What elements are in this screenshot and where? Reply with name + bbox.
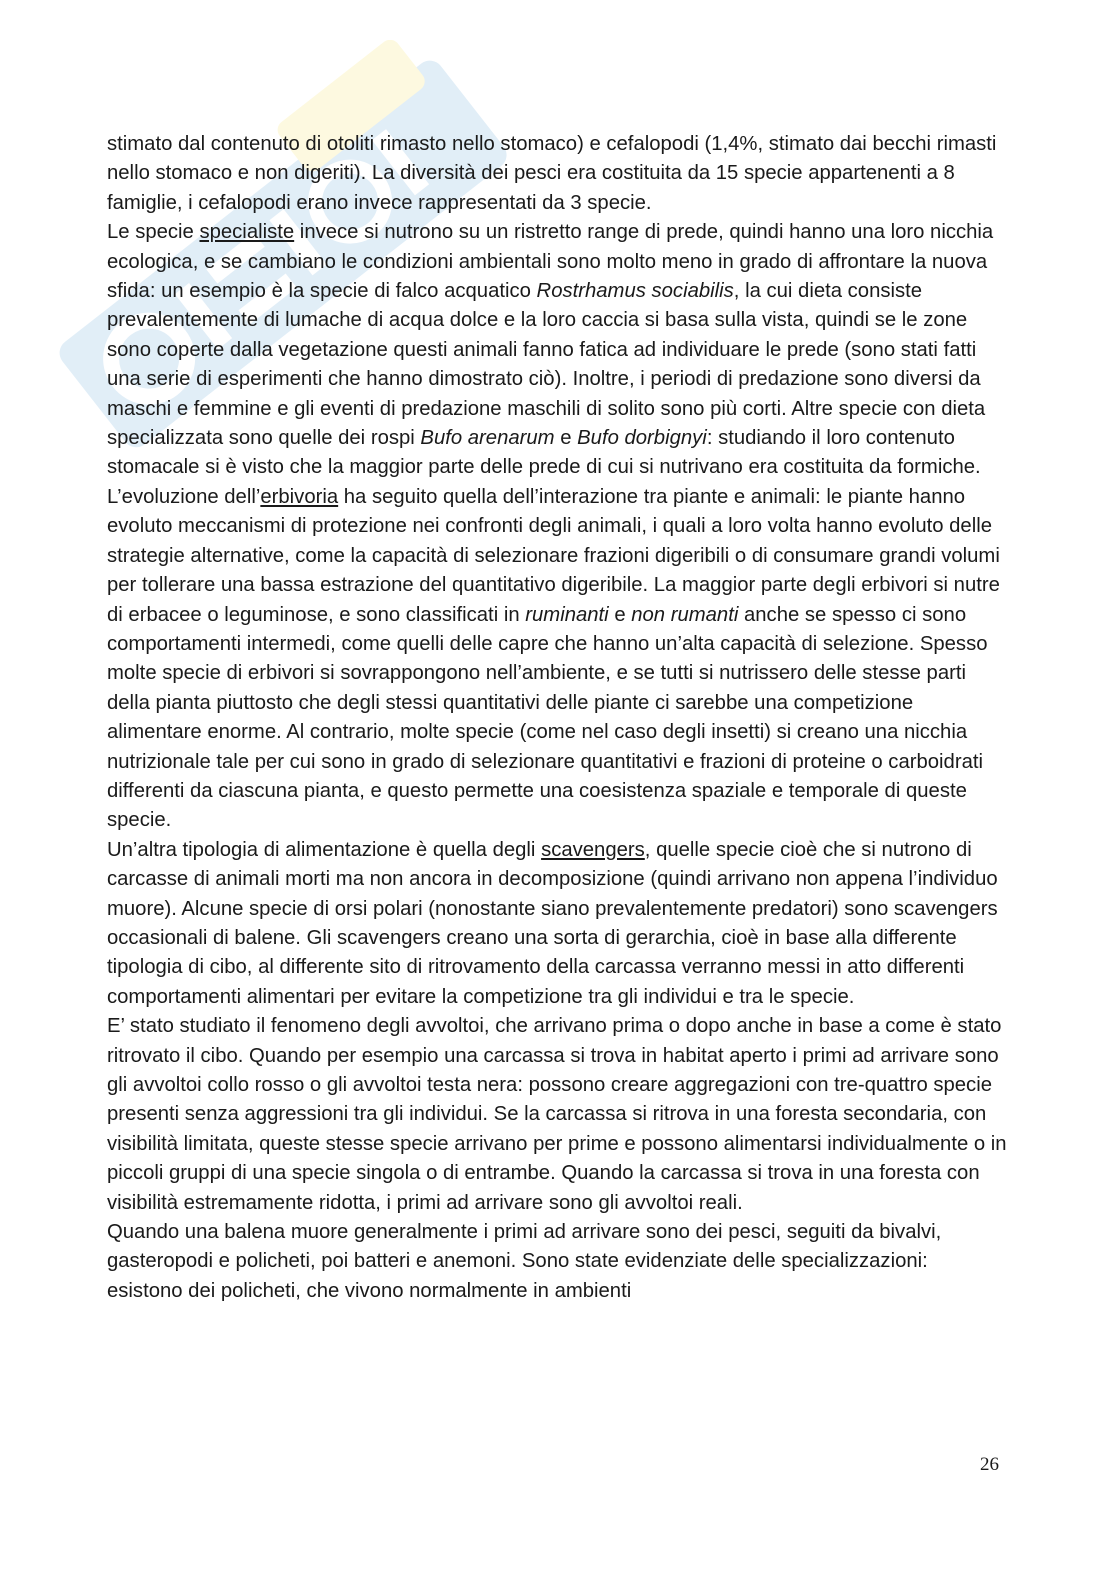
italic-term: ruminanti: [525, 603, 609, 626]
text-run: anche se spesso ci sono comportamenti intermedi, come quelli delle capre che hanno un’alta capacità di selezione. Spesso molte specie di erbivori si sovrappongono nell’ambiente, e se tutti si nutrissero delle stesse parti della pianta piuttosto che degli stessi quantitativi delle piante ci sarebbe una competizione alimentare enorme. Al contrario, molte specie (come nel caso degli insetti) si creano una nicchia nutrizionale tale per cui sono in grado di selezionare quantitativi e frazioni di proteine o carboidrati differenti da ciascuna pianta, e questo permette una coesistenza spaziale e temporale di queste specie.: [107, 603, 988, 832]
text-run: Le specie: [107, 221, 200, 244]
underlined-term: erbivoria: [260, 485, 339, 508]
paragraph-p4: [107, 836, 1007, 1012]
paragraph-p1: [107, 130, 1007, 218]
text-run: L’evoluzione dell’: [107, 485, 261, 508]
text-run: E’ stato studiato il fenomeno degli avvoltoi, che arrivano prima o dopo anche in base a come è stato ritrovato il cibo. Quando per esempio una carcassa si trova in habitat aperto i primi ad arrivare sono gli avvoltoi collo rosso o gli avvoltoi testa nera: possono creare aggregazioni con tre-quattro specie presenti senza aggressioni tra gli individui. Se la carcassa si ritrova in una foresta secondaria, con visibilità limitata, queste stesse specie arrivano per prime e possono alimentarsi individualmente o in piccoli gruppi di una specie singola o di entrambe. Quando la carcassa si trova in una foresta con visibilità estremamente ridotta, i primi ad arrivare sono gli avvoltoi reali.: [107, 1015, 1007, 1214]
page-number: 26: [980, 1454, 999, 1475]
paragraph-p5: [107, 1012, 1007, 1218]
text-run: e: [608, 603, 632, 626]
italic-term: Rostrhamus sociabilis: [536, 280, 734, 303]
document-body: [107, 130, 1007, 1306]
text-run: ha seguito quella dell’interazione tra piante e animali: le piante hanno evoluto meccanismi di protezione nei confronti degli animali, i quali a loro volta hanno evoluto delle strategie alternative, come la capacità di selezionare frazioni digeribili o di consumare grandi volumi per tollerare una bassa estrazione del quantitativo digeribile. La maggior parte degli erbivori si nutre di erbacee o leguminose, e sono classificati in: [107, 485, 1000, 626]
italic-term: Bufo arenarum: [420, 427, 555, 450]
underlined-term: specialiste: [199, 221, 295, 244]
text-run: : studiando il loro contenuto stomacale si è visto che la maggior parte delle prede di cui si nutrivano era costituita da formiche.: [107, 427, 981, 479]
text-run: , quelle specie cioè che si nutrono di carcasse di animali morti ma non ancora in decomposizione (quindi arrivano non appena l’individuo muore). Alcune specie di orsi polari (nonostante siano prevalentemente predatori) sono scavengers occasionali di balene. Gli scavengers creano una sorta di gerarchia, cioè in base alla differente tipologia di cibo, al differente sito di ritrovamento della carcassa verranno messi in atto differenti comportamenti alimentari per evitare la competizione tra gli individui e tra le specie.: [107, 838, 998, 1008]
paragraph-p6: [107, 1218, 1007, 1306]
italic-term: non rumanti: [631, 603, 739, 626]
text-run: Un’altra tipologia di alimentazione è quella degli: [107, 838, 542, 861]
text-run: invece si nutrono su un ristretto range di prede, quindi hanno una loro nicchia ecologica, e se cambiano le condizioni ambientali sono molto meno in grado di affrontare la nuova sfida: un esempio è la specie di falco acquatico: [107, 221, 994, 303]
text-run: e: [554, 427, 578, 450]
underlined-term: scavengers: [541, 838, 645, 861]
text-run: Quando una balena muore generalmente i primi ad arrivare sono dei pesci, seguiti da bivalvi, gasteropodi e policheti, poi batteri e anemoni. Sono state evidenziate delle specializzazioni: esistono dei policheti, che vivono normalmente in ambienti: [107, 1221, 942, 1302]
text-run: , la cui dieta consiste prevalentemente di lumache di acqua dolce e la loro caccia si basa sulla vista, quindi se le zone sono coperte dalla vegetazione questi animali fanno fatica ad individuare le prede (sono stati fatti una serie di esperimenti che hanno dimostrato ciò). Inoltre, i periodi di predazione sono diversi da maschi e femmine e gli eventi di predazione maschili di solito sono più corti. Altre specie con dieta specializzata sono quelle dei rospi: [107, 280, 986, 450]
paragraph-p2: [107, 218, 1007, 483]
italic-term: Bufo dorbignyi: [577, 427, 707, 450]
paragraph-p3: [107, 483, 1007, 836]
text-run: stimato dal contenuto di otoliti rimasto nello stomaco) e cefalopodi (1,4%, stimato dai becchi rimasti nello stomaco e non digeriti). La diversità dei pesci era costituita da 15 specie appartenenti a 8 famiglie, i cefalopodi erano invece rappresentati da 3 specie.: [107, 133, 997, 214]
